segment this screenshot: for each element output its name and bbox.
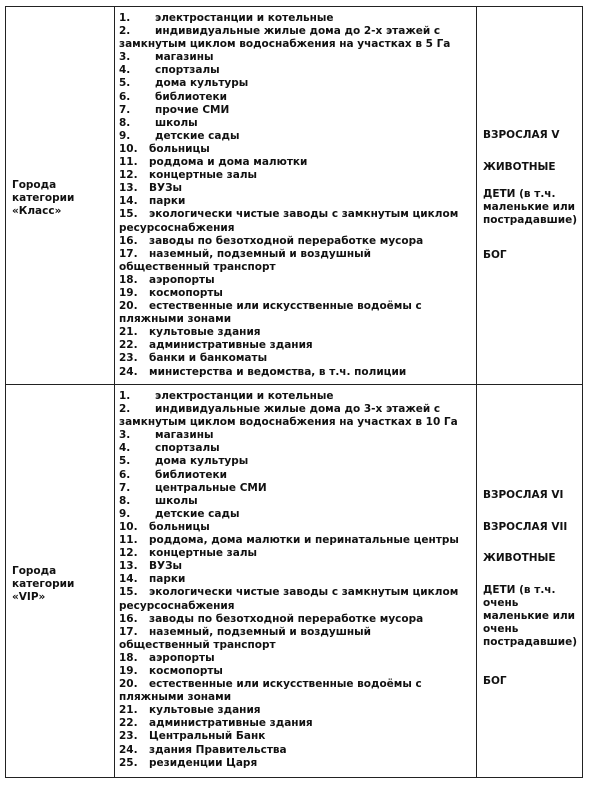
list-item-text: роддома и дома малютки xyxy=(149,156,308,169)
list-item-text: детские сады xyxy=(155,129,240,142)
list-item-number: 16. xyxy=(119,612,138,625)
list-item-number: 11. xyxy=(119,156,138,169)
list-item-text: заводы по безотходной переработке мусора xyxy=(149,234,424,247)
list-item xyxy=(119,613,475,626)
category-line: пострадавшие) xyxy=(483,636,578,648)
list-item xyxy=(119,455,475,468)
facilities-cell xyxy=(115,385,477,777)
list-item-text: наземный, подземный и воздушный xyxy=(149,247,371,260)
list-item-text: концертные залы xyxy=(149,547,257,560)
list-item xyxy=(119,104,475,117)
list-item-text: ВУЗы xyxy=(149,560,183,573)
list-item xyxy=(119,182,475,195)
category-line: ВЗРОСЛАЯ VII xyxy=(483,521,568,533)
list-item-text: электростанции и котельные xyxy=(155,390,334,402)
city-label xyxy=(12,565,110,604)
list-item-text: библиотеки xyxy=(155,468,227,481)
list-item xyxy=(119,208,475,221)
list-item-text: роддома, дома малютки и перинатальные центры xyxy=(149,534,459,547)
category-line: БОГ xyxy=(483,249,507,261)
categories-cell xyxy=(477,7,582,384)
list-item-text: наземный, подземный и воздушный xyxy=(149,625,371,638)
list-item xyxy=(119,117,475,130)
list-item-number: 7. xyxy=(119,103,131,116)
category-line: очень xyxy=(483,623,519,635)
list-item xyxy=(119,757,475,770)
list-item-number: 20. xyxy=(119,300,138,313)
table-row-vip xyxy=(6,385,582,777)
list-item xyxy=(119,91,475,104)
list-item-number: 7. xyxy=(119,481,131,494)
list-item-number: 18. xyxy=(119,651,138,664)
list-item-text: концертные залы xyxy=(149,169,257,182)
list-item-number: 6. xyxy=(119,90,131,103)
category-line: пострадавшие) xyxy=(483,214,578,226)
list-item-text: парки xyxy=(149,573,186,586)
list-item-text: административные здания xyxy=(149,339,313,352)
list-item-continuation: общественный транспорт xyxy=(119,638,276,651)
list-item xyxy=(119,300,475,313)
list-item-text: банки и банкоматы xyxy=(149,352,268,365)
list-item-text: аэропорты xyxy=(149,273,215,286)
city-label-line: «VIP» xyxy=(12,591,46,603)
list-item xyxy=(119,482,475,495)
list-item xyxy=(119,534,475,547)
list-item-number: 4. xyxy=(119,442,131,455)
list-item xyxy=(119,352,475,365)
list-item-number: 17. xyxy=(119,625,138,638)
list-item-number: 22. xyxy=(119,339,138,352)
city-label-line: Города xyxy=(12,565,57,577)
list-item xyxy=(119,469,475,482)
list-item-text: центральные СМИ xyxy=(155,481,267,494)
list-item xyxy=(119,586,475,599)
list-item xyxy=(119,626,475,639)
category-entry xyxy=(483,584,581,649)
list-item-number: 11. xyxy=(119,534,138,547)
list-item xyxy=(119,704,475,717)
list-item-number: 20. xyxy=(119,678,138,691)
list-item xyxy=(119,744,475,757)
list-item xyxy=(119,521,475,534)
list-item-text: космопорты xyxy=(149,286,223,299)
list-item xyxy=(119,51,475,64)
list-item-text: министерства и ведомства, в т.ч. полиции xyxy=(149,365,407,378)
list-item-continuation: замкнутым циклом водоснабжения на участках в 5 Га xyxy=(119,38,451,51)
list-item xyxy=(119,390,475,403)
list-item-number: 21. xyxy=(119,704,138,717)
list-item-text: дома культуры xyxy=(155,455,249,468)
list-item-number: 4. xyxy=(119,64,131,77)
list-item-text: дома культуры xyxy=(155,77,249,90)
list-item xyxy=(119,730,475,743)
list-item xyxy=(119,665,475,678)
list-item-number: 22. xyxy=(119,717,138,730)
list-item-continuation: ресурсоснабжения xyxy=(119,599,235,612)
list-item-number: 15. xyxy=(119,208,138,221)
list-item-number: 17. xyxy=(119,247,138,260)
list-item xyxy=(119,573,475,586)
list-item xyxy=(119,64,475,77)
list-item-text: ВУЗы xyxy=(149,182,183,195)
list-item xyxy=(119,560,475,573)
list-item-number: 21. xyxy=(119,326,138,339)
category-line: маленькие или xyxy=(483,610,576,622)
list-item-continuation: ресурсоснабжения xyxy=(119,221,235,234)
category-line: ВЗРОСЛАЯ V xyxy=(483,129,560,141)
category-line: ДЕТИ (в т.ч. xyxy=(483,188,556,200)
list-item xyxy=(119,403,475,416)
list-item-continuation: пляжными зонами xyxy=(119,313,232,326)
facilities-cell xyxy=(115,7,477,384)
list-item xyxy=(119,547,475,560)
list-item-number: 6. xyxy=(119,468,131,481)
list-item-continuation: общественный транспорт xyxy=(119,260,276,273)
list-item-text: индивидуальные жилые дома до 3-х этажей с xyxy=(155,403,441,416)
list-item-text: Центральный Банк xyxy=(149,730,266,743)
list-item xyxy=(119,235,475,248)
list-item-number: 10. xyxy=(119,520,138,533)
list-item xyxy=(119,717,475,730)
list-item-text: резиденции Царя xyxy=(149,756,258,769)
list-item-text: административные здания xyxy=(149,717,313,730)
list-item xyxy=(119,25,475,38)
list-item-number: 19. xyxy=(119,664,138,677)
category-entry xyxy=(483,188,581,227)
list-item-text: парки xyxy=(149,195,186,208)
list-item-text: магазины xyxy=(155,429,214,442)
facility-list xyxy=(119,390,475,770)
list-item-number: 8. xyxy=(119,116,131,129)
list-item-text: школы xyxy=(155,494,198,507)
categories-cell xyxy=(477,385,582,777)
city-cell xyxy=(6,7,115,384)
list-item-number: 25. xyxy=(119,756,138,769)
list-item-number: 3. xyxy=(119,429,131,442)
list-item xyxy=(119,326,475,339)
list-item xyxy=(119,130,475,143)
list-item-number: 2. xyxy=(119,25,131,38)
list-item-number: 9. xyxy=(119,129,131,142)
list-item-number: 14. xyxy=(119,573,138,586)
city-cell xyxy=(6,385,115,777)
table-row-class xyxy=(6,7,582,385)
list-item-number: 14. xyxy=(119,195,138,208)
list-item xyxy=(119,169,475,182)
list-item-text: экологически чистые заводы с замкнутым циклом xyxy=(149,208,459,221)
list-item xyxy=(119,678,475,691)
category-line: ЖИВОТНЫЕ xyxy=(483,552,556,564)
list-item xyxy=(119,248,475,261)
list-item-text: космопорты xyxy=(149,664,223,677)
list-item-text: здания Правительства xyxy=(149,743,287,756)
list-item xyxy=(119,508,475,521)
list-item-text: экологически чистые заводы с замкнутым циклом xyxy=(149,586,459,599)
list-item-text: детские сады xyxy=(155,507,240,520)
list-item xyxy=(119,442,475,455)
list-item-text: прочие СМИ xyxy=(155,103,230,116)
list-item-text: аэропорты xyxy=(149,651,215,664)
category-entry xyxy=(483,552,581,565)
list-item xyxy=(119,287,475,300)
list-item-number: 9. xyxy=(119,507,131,520)
list-item xyxy=(119,77,475,90)
list-item-number: 13. xyxy=(119,560,138,573)
list-item xyxy=(119,195,475,208)
category-line: ЖИВОТНЫЕ xyxy=(483,161,556,173)
list-item xyxy=(119,274,475,287)
list-item-number: 1. xyxy=(119,12,131,24)
city-label-line: категории xyxy=(12,578,75,590)
category-line: очень xyxy=(483,597,519,609)
list-item-number: 19. xyxy=(119,286,138,299)
list-item-number: 5. xyxy=(119,77,131,90)
list-item-text: больницы xyxy=(149,520,210,533)
facility-list xyxy=(119,12,475,379)
list-item xyxy=(119,495,475,508)
city-label-line: категории xyxy=(12,192,75,204)
category-entry xyxy=(483,249,581,262)
list-item-continuation: замкнутым циклом водоснабжения на участках в 10 Га xyxy=(119,416,458,429)
list-item-continuation: пляжными зонами xyxy=(119,691,232,704)
list-item-number: 16. xyxy=(119,234,138,247)
list-item-number: 23. xyxy=(119,730,138,743)
list-item-number: 12. xyxy=(119,547,138,560)
list-item-number: 1. xyxy=(119,390,131,402)
list-item-text: спортзалы xyxy=(155,64,220,77)
list-item xyxy=(119,429,475,442)
list-item-text: школы xyxy=(155,116,198,129)
list-item-text: магазины xyxy=(155,51,214,64)
list-item-text: библиотеки xyxy=(155,90,227,103)
list-item-text: заводы по безотходной переработке мусора xyxy=(149,612,424,625)
list-item-number: 15. xyxy=(119,586,138,599)
category-entry xyxy=(483,521,581,534)
list-item-number: 10. xyxy=(119,142,138,155)
category-line: БОГ xyxy=(483,675,507,687)
category-line: ДЕТИ (в т.ч. xyxy=(483,584,556,596)
category-line: ВЗРОСЛАЯ VI xyxy=(483,489,564,501)
city-label xyxy=(12,179,110,218)
list-item-number: 24. xyxy=(119,743,138,756)
list-item-number: 13. xyxy=(119,182,138,195)
category-entry xyxy=(483,489,581,502)
list-item xyxy=(119,143,475,156)
list-item-number: 2. xyxy=(119,403,131,416)
list-item-number: 12. xyxy=(119,169,138,182)
category-entry xyxy=(483,675,581,688)
list-item-number: 18. xyxy=(119,273,138,286)
list-item xyxy=(119,652,475,665)
category-line: маленькие или xyxy=(483,201,576,213)
list-item-text: культовые здания xyxy=(149,704,261,717)
list-item xyxy=(119,339,475,352)
list-item-text: естественные или искусственные водоёмы с xyxy=(149,300,422,313)
city-label-line: «Класс» xyxy=(12,205,62,217)
list-item-text: электростанции и котельные xyxy=(155,12,334,24)
list-item-text: спортзалы xyxy=(155,442,220,455)
list-item-text: больницы xyxy=(149,142,210,155)
list-item-number: 8. xyxy=(119,494,131,507)
list-item-number: 24. xyxy=(119,365,138,378)
category-entry xyxy=(483,161,581,174)
list-item xyxy=(119,12,475,25)
list-item xyxy=(119,156,475,169)
list-item xyxy=(119,366,475,379)
list-item-text: естественные или искусственные водоёмы с xyxy=(149,678,422,691)
category-entry xyxy=(483,129,581,142)
list-item-number: 3. xyxy=(119,51,131,64)
list-item-number: 23. xyxy=(119,352,138,365)
list-item-number: 5. xyxy=(119,455,131,468)
list-item-text: культовые здания xyxy=(149,326,261,339)
list-item-text: индивидуальные жилые дома до 2-х этажей с xyxy=(155,25,441,38)
city-label-line: Города xyxy=(12,179,57,191)
city-category-table xyxy=(5,6,583,778)
